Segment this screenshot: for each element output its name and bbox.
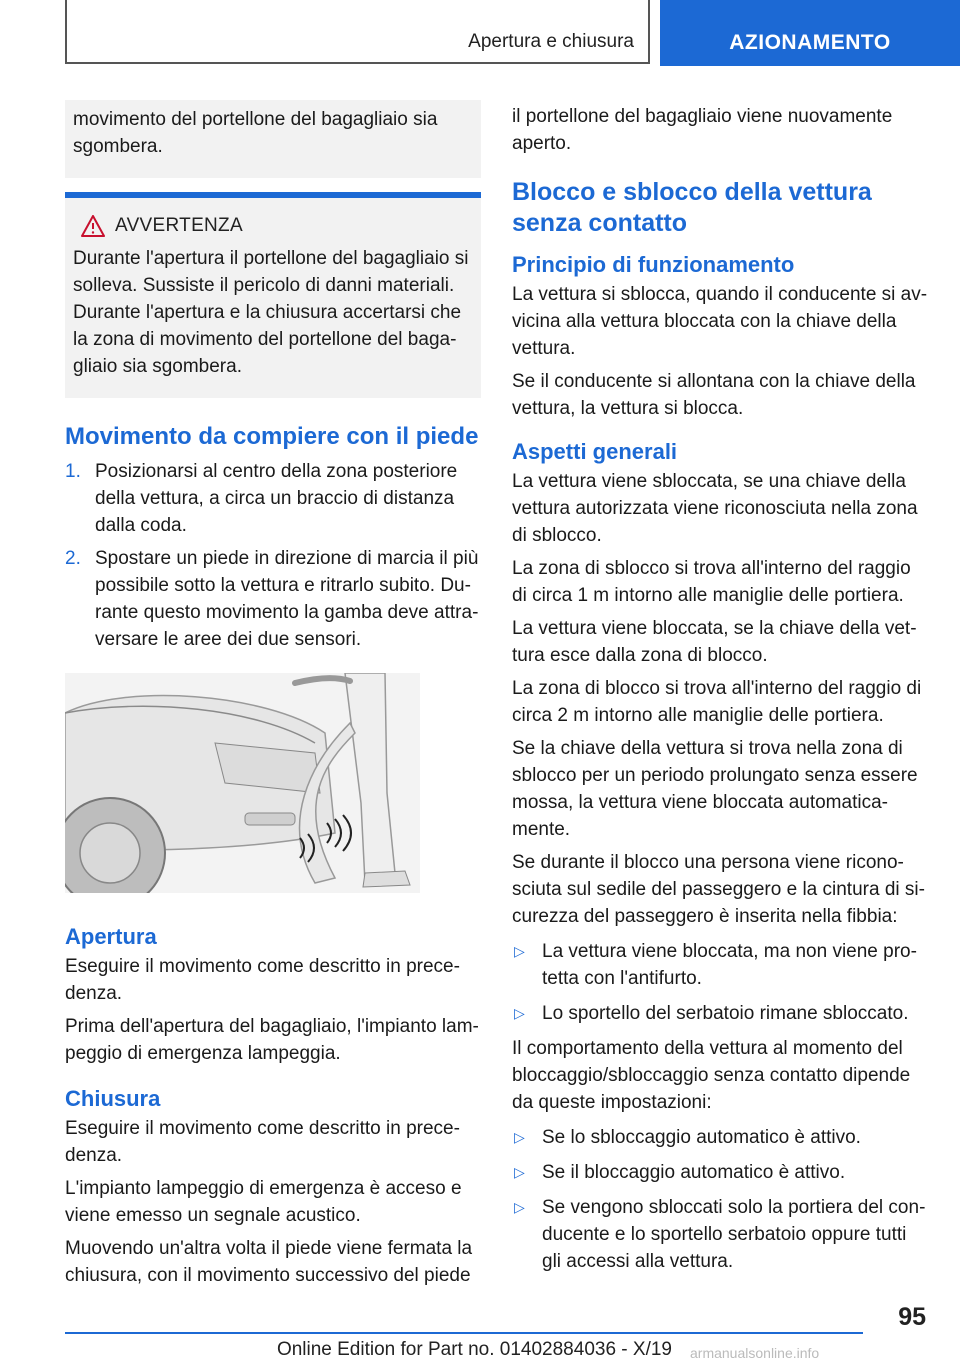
general-text-5: Se la chiave della vettura si trova nella zona di sblocco per un periodo prolungato senza essere mossa, la vettura viene bloccata automaticamente. xyxy=(512,738,918,840)
warning-title: AVVERTENZA xyxy=(115,215,243,236)
bullet-text: Se lo sbloccaggio automatico è attivo. xyxy=(542,1127,861,1148)
general-text-3: La vettura viene bloccata, se la chiave della vettura esce dalla zona di blocco. xyxy=(512,618,917,666)
right-column xyxy=(512,103,930,1283)
header-frame xyxy=(65,0,650,64)
bullet-text: Se il bloccaggio automatico è attivo. xyxy=(542,1162,846,1183)
list-item xyxy=(512,1000,930,1027)
warning-triangle-icon xyxy=(81,215,105,237)
kick-sensor-illustration xyxy=(65,673,420,893)
bullet-text: La vettura viene bloccata, ma non viene protetta con l'antifurto. xyxy=(542,941,917,989)
triangle-bullet-icon: ▷ xyxy=(514,1129,525,1145)
triangle-bullet-icon: ▷ xyxy=(514,1005,525,1021)
warning-box xyxy=(65,198,481,398)
step-text: Posizionarsi al centro della zona posteriore della vettura, a circa un braccio di distanza dalla coda. xyxy=(95,461,458,536)
general-text-7: Il comportamento della vettura al momento del bloccaggio/sbloccaggio senza contatto dipende da queste impostazioni: xyxy=(512,1038,911,1113)
section-title: Apertura e chiusura xyxy=(468,31,634,52)
step-number: 2. xyxy=(65,548,81,569)
list-item xyxy=(512,1124,930,1151)
triangle-bullet-icon: ▷ xyxy=(514,1164,525,1180)
list-item xyxy=(512,1159,930,1186)
general-text-4: La zona di blocco si trova all'interno del raggio di circa 2 m intorno alle maniglie delle portiera. xyxy=(512,678,922,726)
general-heading: Aspetti generali xyxy=(512,439,678,464)
principle-text-1: La vettura si sblocca, quando il conducente si avvicina alla vettura bloccata con la chiave della vettura. xyxy=(512,284,928,359)
footer-edition: Online Edition for Part no. 01402884036 - X/19 xyxy=(276,1339,672,1360)
apertura-heading: Apertura xyxy=(65,924,157,949)
steps-list xyxy=(65,458,481,653)
intro-box xyxy=(65,100,481,178)
page-number: 95 xyxy=(898,1303,926,1331)
step-item xyxy=(65,545,481,653)
chapter-tab[interactable] xyxy=(660,0,960,66)
foot-movement-heading: Movimento da compiere con il piede xyxy=(65,423,479,450)
chiusura-text-1: Eseguire il movimento come descritto in precedenza. xyxy=(65,1118,460,1166)
list-item xyxy=(512,938,930,992)
footer-rule xyxy=(65,1332,863,1334)
warning-header xyxy=(73,212,473,239)
step-number: 1. xyxy=(65,461,81,482)
apertura-text-1: Eseguire il movimento come descritto in precedenza. xyxy=(65,956,460,1004)
step-item xyxy=(65,458,481,539)
chiusura-text-3: Muovendo un'altra volta il piede viene fermata la chiusura, con il movimento successivo del piede xyxy=(65,1238,473,1286)
triangle-bullet-icon: ▷ xyxy=(514,943,525,959)
bullet-text: Lo sportello del serbatoio rimane sbloccato. xyxy=(542,1003,909,1024)
step-text: Spostare un piede in direzione di marcia il più possibile sotto la vettura e ritrarlo subito. Durante questo movimento la gamba deve attraversare le aree dei due sensori. xyxy=(95,548,479,650)
chiusura-text-2: L'impianto lampeggio di emergenza è acceso e viene emesso un segnale acustico. xyxy=(65,1178,462,1226)
principle-text-2: Se il conducente si allontana con la chiave della vettura, la vettura si blocca. xyxy=(512,371,916,419)
passenger-bullets xyxy=(512,938,930,1027)
general-text-6: Se durante il blocco una persona viene riconosciuta sul sedile del passeggero e la cintura di sicurezza del passeggero è inserita nella fibbia: xyxy=(512,852,925,927)
car-rear-foot-illustration xyxy=(65,673,420,893)
bullet-text: Se vengono sbloccati solo la portiera del conducente e lo sportello serbatoio oppure tutti gli accessi alla vettura. xyxy=(542,1197,926,1272)
chiusura-heading: Chiusura xyxy=(65,1086,161,1111)
principle-heading: Principio di funzionamento xyxy=(512,252,795,277)
triangle-bullet-icon: ▷ xyxy=(514,1199,525,1215)
general-text-1: La vettura viene sbloccata, se una chiave della vettura autorizzata viene riconosciuta nella zona di sblocco. xyxy=(512,471,918,546)
settings-bullets xyxy=(512,1124,930,1275)
chapter-title: AZIONAMENTO xyxy=(729,31,891,54)
continuation-text: il portellone del bagagliaio viene nuovamente aperto. xyxy=(512,106,893,154)
intro-text: movimento del portellone del bagagliaio sia sgombera. xyxy=(73,109,438,157)
keyless-heading: Blocco e sblocco della vettura senza contatto xyxy=(512,178,872,237)
footer-watermark: armanualsonline.info xyxy=(690,1345,820,1361)
list-item xyxy=(512,1194,930,1275)
left-column xyxy=(65,100,481,1295)
apertura-text-2: Prima dell'apertura del bagagliaio, l'impianto lampeggio di emergenza lampeggia. xyxy=(65,1016,479,1064)
warning-text: Durante l'apertura il portellone del bagagliaio si solleva. Sussiste il pericolo di danni materiali. Durante l'apertura e la chiusura accertarsi che la zona di movimento del portellone del bagagliaio sia sgombera. xyxy=(73,248,469,377)
general-text-2: La zona di sblocco si trova all'interno del raggio di circa 1 m intorno alle maniglie delle portiera. xyxy=(512,558,911,606)
